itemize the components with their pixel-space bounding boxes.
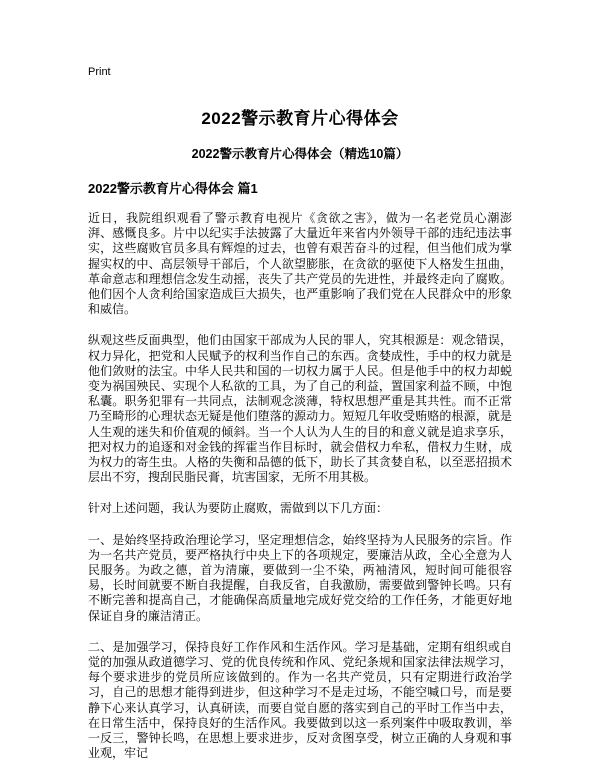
print-link[interactable]: Print <box>88 66 111 78</box>
document-title: 2022警示教育片心得体会 <box>201 109 399 128</box>
paragraph-5: 二、是加强学习，保持良好工作作风和生活作风。学习是基础，定期有组织或自觉的加强从政道德学习、党的优良传统和作风、党纪条规和国家法律法规学习，每个要求进步的党员所应该做到的。作为一名共产党员，只有定期进行政治学习，自己的思想才能得到进步，但这种学习不是走过场，不能空喊口号，而是要静下心来认真学习，认真研读，而要自觉自愿的落实到自己的平时工作当中去，在日常生活中，保持良好的生活作风。我要做到以这一系列案件中吸取教训，举一反三，警钟长鸣，在思想上要求进步，反对贪图享受，树立正确的人身观和事业观，牢记 <box>88 639 512 761</box>
section-heading: 2022警示教育片心得体会 篇1 <box>88 181 258 196</box>
paragraph-3: 针对上述问题，我认为要防止腐败，需做到以下几方面： <box>88 501 389 516</box>
paragraph-1: 近日，我院组织观看了警示教育电视片《贪欲之害》，做为一名老党员心潮澎湃、感慨良多。片中以纪实手法披露了大量近年来省内外领导干部的违纪违法事实，这些腐败官员多具有辉煌的过去，也曾有艰苦奋斗的过程，但当他们成为掌握实权的中、高层领导干部后，个人欲望膨胀，在贪欲的驱使下人格发生扭曲，革命意志和理想信念发生动摇，丧失了共产党员的先进性，并最终走向了腐败。他们因个人贪利给国家造成巨大损失，也严重影响了我们党在人民群众中的形象和威信。 <box>88 211 512 317</box>
paragraph-4: 一、是始终坚持政治理论学习，坚定理想信念，始终坚持为人民服务的宗旨。作为一名共产党员，要严格执行中央上下的各项规定，要廉洁从政，全心全意为人民服务。为政之德，首为清廉，要做到一尘不染，两袖清风，短时间可能很容易，长时间就要不断自我提醒，自我反省，自我激励，需要做到警钟长鸣。只有不断完善和提高自己，才能确保高质量地完成好党交给的工作任务，才能更好地保证自身的廉洁清正。 <box>88 532 512 623</box>
document-subtitle: 2022警示教育片心得体会（精选10篇） <box>191 147 409 161</box>
paragraph-2: 纵观这些反面典型，他们由国家干部成为人民的罪人，究其根源是：观念错误，权力异化，把党和人民赋予的权利当作自己的东西。贪婪成性，手中的权力就是他们敛财的法宝。中华人民共和国的一切权力属于人民。但是他手中的权力却蜕变为祸国殃民、实现个人私欲的工具，为了自己的利益，置国家利益不顾，中饱私囊。职务犯罪有一共同点，法制观念淡薄，特权思想严重是其共性。而不正常乃至畸形的心理状态无疑是他们堕落的源动力。短短几年收受贿赂的根源，就是人生观的迷失和价值观的倾斜。当一个人认为人生的目的和意义就是追求享乐，把对权力的追逐和对金钱的挥霍当作目标时，就会借权力牟私，借权力生财，成为权力的寄生虫。人格的失衡和品德的低下，助长了其贪婪自私，以至恶招损术层出不穷，搜刮民脂民膏，坑害国家，无所不用其极。 <box>88 333 512 485</box>
